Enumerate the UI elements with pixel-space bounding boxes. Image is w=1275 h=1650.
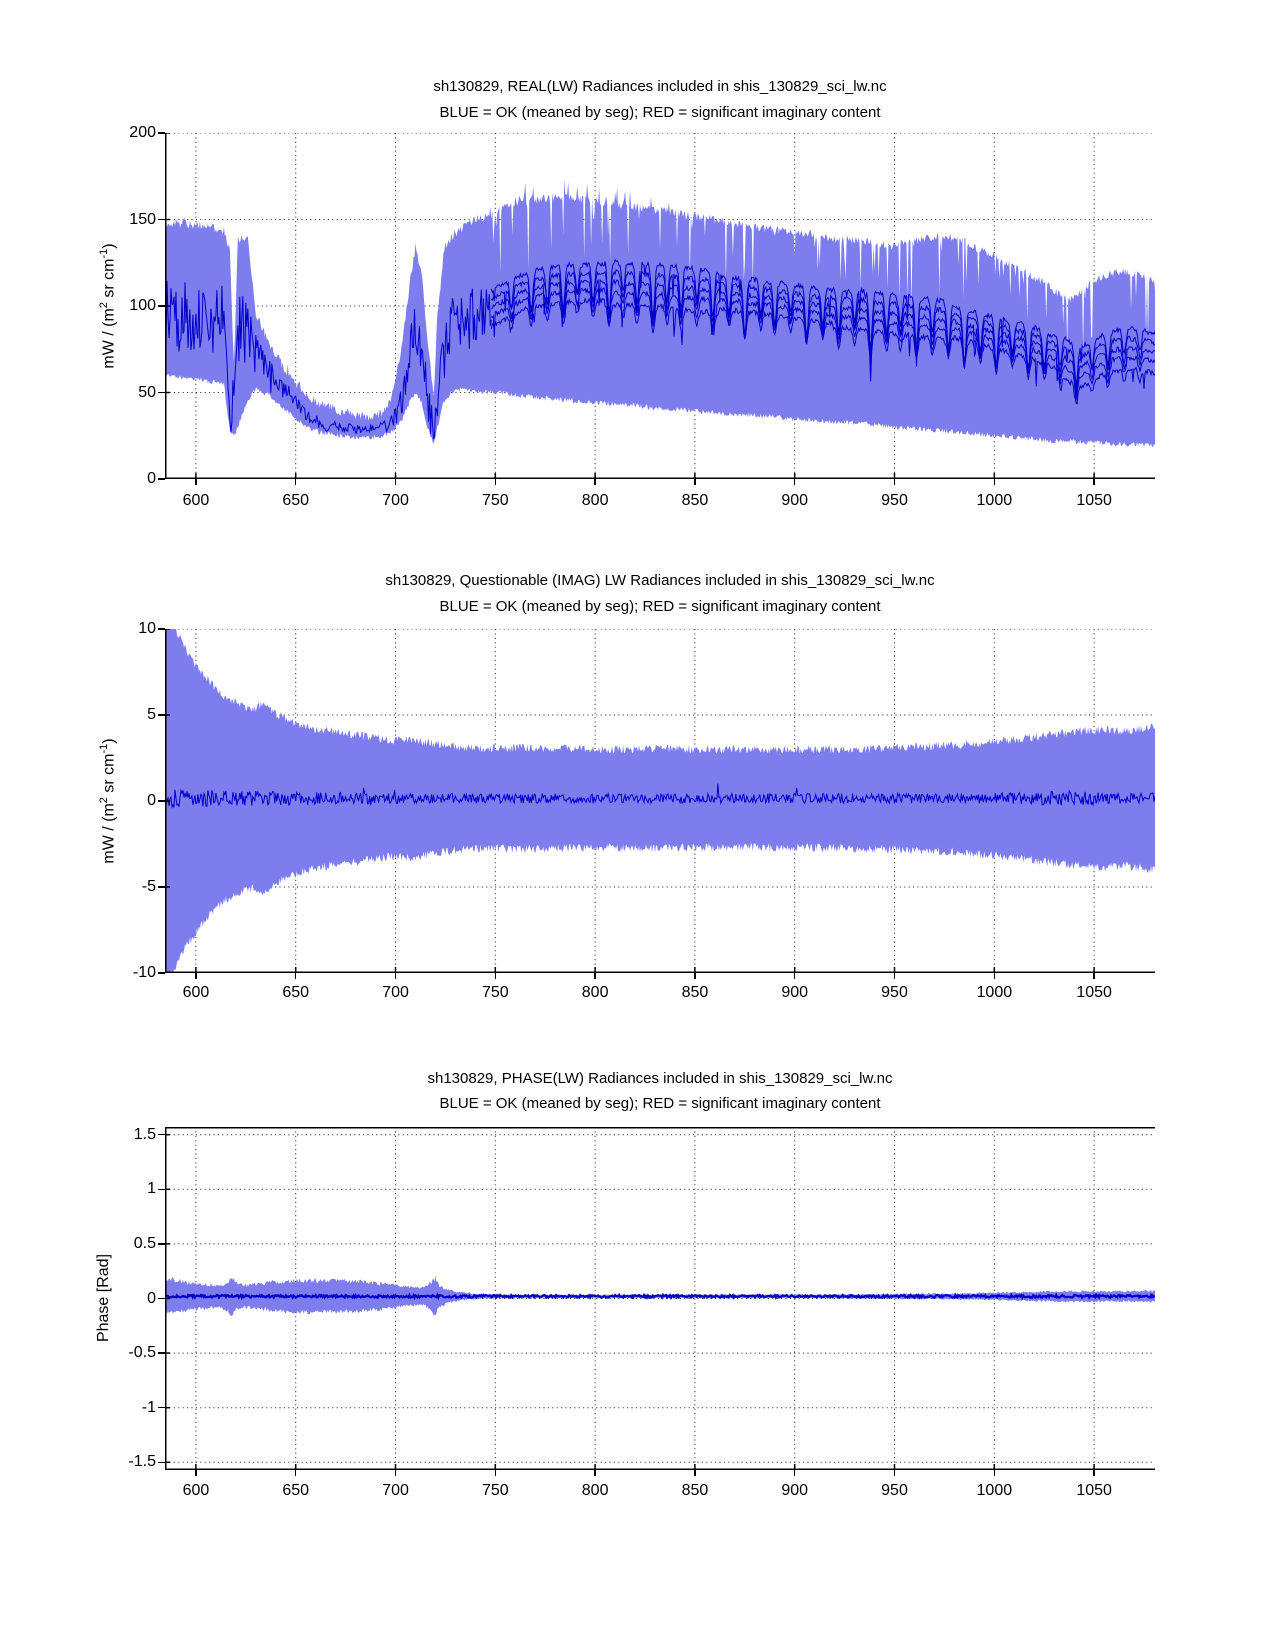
y-tick-mark	[158, 1189, 165, 1191]
y-tick-mark	[158, 392, 165, 394]
y-axis-label: mW / ($m^2$ sr $cm^{-1}$)	[98, 243, 118, 369]
x-tick-label: 950	[881, 492, 908, 509]
chart-subtitle: BLUE = OK (meaned by seg); RED = significant imaginary content	[439, 104, 881, 121]
y-tick-mark	[158, 1243, 165, 1245]
x-tick-label: 650	[282, 984, 310, 1001]
x-tick-label: 850	[681, 1482, 709, 1499]
x-tick-label: 900	[781, 984, 809, 1001]
x-tick-mark	[195, 973, 197, 979]
x-tick-mark	[994, 1470, 996, 1476]
x-tick-label: 1050	[1076, 492, 1112, 509]
x-tick-mark	[794, 479, 796, 485]
x-tick-mark	[994, 479, 996, 485]
x-tick-label: 750	[481, 1482, 509, 1499]
x-tick-label: 1000	[976, 1482, 1013, 1499]
y-tick-label: 0	[147, 1289, 156, 1307]
y-tick-mark	[158, 1462, 165, 1464]
x-tick-mark	[594, 1470, 596, 1476]
x-tick-label: 950	[881, 984, 908, 1001]
x-tick-label: 700	[382, 492, 409, 509]
plot-area-real	[165, 133, 1155, 479]
chart-subtitle: BLUE = OK (meaned by seg); RED = significant imaginary content	[439, 598, 881, 615]
y-tick-mark	[158, 1407, 165, 1409]
x-tick-label: 600	[182, 1482, 210, 1499]
y-tick-mark	[158, 800, 165, 802]
y-tick-label: 150	[129, 210, 156, 228]
annotation-no-questionable: No Questionable Radiances Detected	[330, 160, 540, 174]
x-tick-mark	[594, 479, 596, 485]
annotation-netcdf-record-ind: netcdf record ind:	[988, 650, 1085, 664]
x-tick-label: 650	[282, 492, 310, 509]
y-tick-mark	[158, 714, 165, 716]
x-tick-label: 900	[781, 492, 809, 509]
x-tick-mark	[894, 973, 896, 979]
y-tick-label: 10	[138, 620, 156, 637]
y-tick-mark	[158, 478, 165, 480]
plot-area-phase	[165, 1127, 1155, 1470]
x-tick-mark	[195, 1470, 197, 1476]
x-tick-mark	[794, 973, 796, 979]
y-tick-mark	[158, 219, 165, 221]
plot-area-imag	[165, 629, 1155, 973]
x-tick-mark	[395, 973, 397, 979]
annotation-no-questionable: No Questionable Radiances Detected	[330, 650, 540, 664]
y-tick-label: 50	[138, 383, 156, 401]
x-tick-mark	[295, 1470, 297, 1476]
x-tick-label: 800	[581, 984, 609, 1001]
x-tick-label: 600	[182, 984, 210, 1001]
y-tick-mark	[158, 132, 165, 134]
x-tick-label: 1000	[976, 492, 1013, 509]
y-tick-label: 100	[129, 297, 156, 314]
y-tick-label: 1	[147, 1180, 156, 1198]
y-tick-label: 0	[147, 792, 156, 809]
x-tick-label: 1000	[976, 984, 1013, 1001]
y-tick-label: 0.5	[133, 1234, 156, 1252]
x-tick-label: 850	[681, 984, 709, 1001]
x-tick-label: 800	[581, 492, 609, 509]
chart-title: sh130829, PHASE(LW) Radiances included in shis_130829_sci_lw.nc	[427, 1070, 893, 1087]
x-tick-label: 750	[481, 984, 509, 1001]
chart-subtitle: BLUE = OK (meaned by seg); RED = significant imaginary content	[439, 1095, 881, 1112]
x-tick-mark	[894, 479, 896, 485]
x-tick-label: 950	[881, 1482, 908, 1499]
y-tick-label: -5	[141, 878, 156, 895]
chart-title: sh130829, Questionable (IMAG) LW Radiances included in shis_130829_sci_lw.nc	[385, 572, 935, 589]
y-tick-label: 0	[147, 470, 156, 487]
x-tick-mark	[1093, 973, 1095, 979]
x-tick-mark	[694, 973, 696, 979]
annotation-netcdf-record-ind: netcdf record ind:	[988, 160, 1085, 174]
y-tick-mark	[158, 1298, 165, 1300]
x-tick-mark	[495, 973, 497, 979]
y-tick-label: 5	[147, 706, 156, 723]
y-tick-mark	[158, 305, 165, 307]
x-tick-label: 850	[681, 492, 709, 509]
x-tick-mark	[894, 1470, 896, 1476]
x-tick-mark	[295, 479, 297, 485]
x-tick-mark	[495, 479, 497, 485]
y-tick-label: 1.5	[133, 1125, 156, 1143]
annotation-no-questionable: No Questionable Radiances Detected	[330, 1144, 540, 1158]
y-tick-label: -1.5	[128, 1453, 156, 1471]
x-tick-label: 750	[481, 492, 509, 509]
envelope-area	[165, 179, 1155, 448]
x-tick-mark	[1093, 1470, 1095, 1476]
y-tick-mark	[158, 886, 165, 888]
x-tick-mark	[694, 479, 696, 485]
x-tick-label: 900	[781, 1482, 809, 1499]
x-tick-mark	[1093, 479, 1095, 485]
annotation-netcdf-record-ind: netcdf record ind:	[988, 1144, 1085, 1158]
x-tick-mark	[794, 1470, 796, 1476]
y-tick-mark	[158, 1134, 165, 1136]
y-tick-mark	[158, 972, 165, 974]
x-tick-mark	[994, 973, 996, 979]
x-tick-label: 650	[282, 1482, 310, 1499]
x-tick-label: 600	[182, 492, 210, 509]
x-tick-mark	[395, 479, 397, 485]
y-tick-label: -1	[141, 1398, 156, 1416]
y-tick-mark	[158, 1352, 165, 1354]
x-tick-label: 700	[382, 1482, 409, 1499]
x-tick-label: 1050	[1076, 1482, 1112, 1499]
x-tick-label: 800	[581, 1482, 609, 1499]
x-tick-mark	[694, 1470, 696, 1476]
x-tick-mark	[195, 479, 197, 485]
x-tick-mark	[495, 1470, 497, 1476]
y-tick-label: -10	[132, 964, 156, 981]
x-tick-mark	[395, 1470, 397, 1476]
x-tick-label: 700	[382, 984, 409, 1001]
x-tick-mark	[295, 973, 297, 979]
y-axis-label: Phase [Rad]	[95, 1253, 112, 1343]
y-tick-mark	[158, 628, 165, 630]
x-tick-mark	[594, 973, 596, 979]
x-tick-label: 1050	[1076, 984, 1112, 1001]
y-axis-label: mW / ($m^2$ sr $cm^{-1}$)	[98, 738, 118, 864]
y-tick-label: 200	[129, 124, 156, 141]
chart-title: sh130829, REAL(LW) Radiances included in shis_130829_sci_lw.nc	[433, 78, 887, 95]
y-tick-label: -0.5	[128, 1344, 156, 1362]
